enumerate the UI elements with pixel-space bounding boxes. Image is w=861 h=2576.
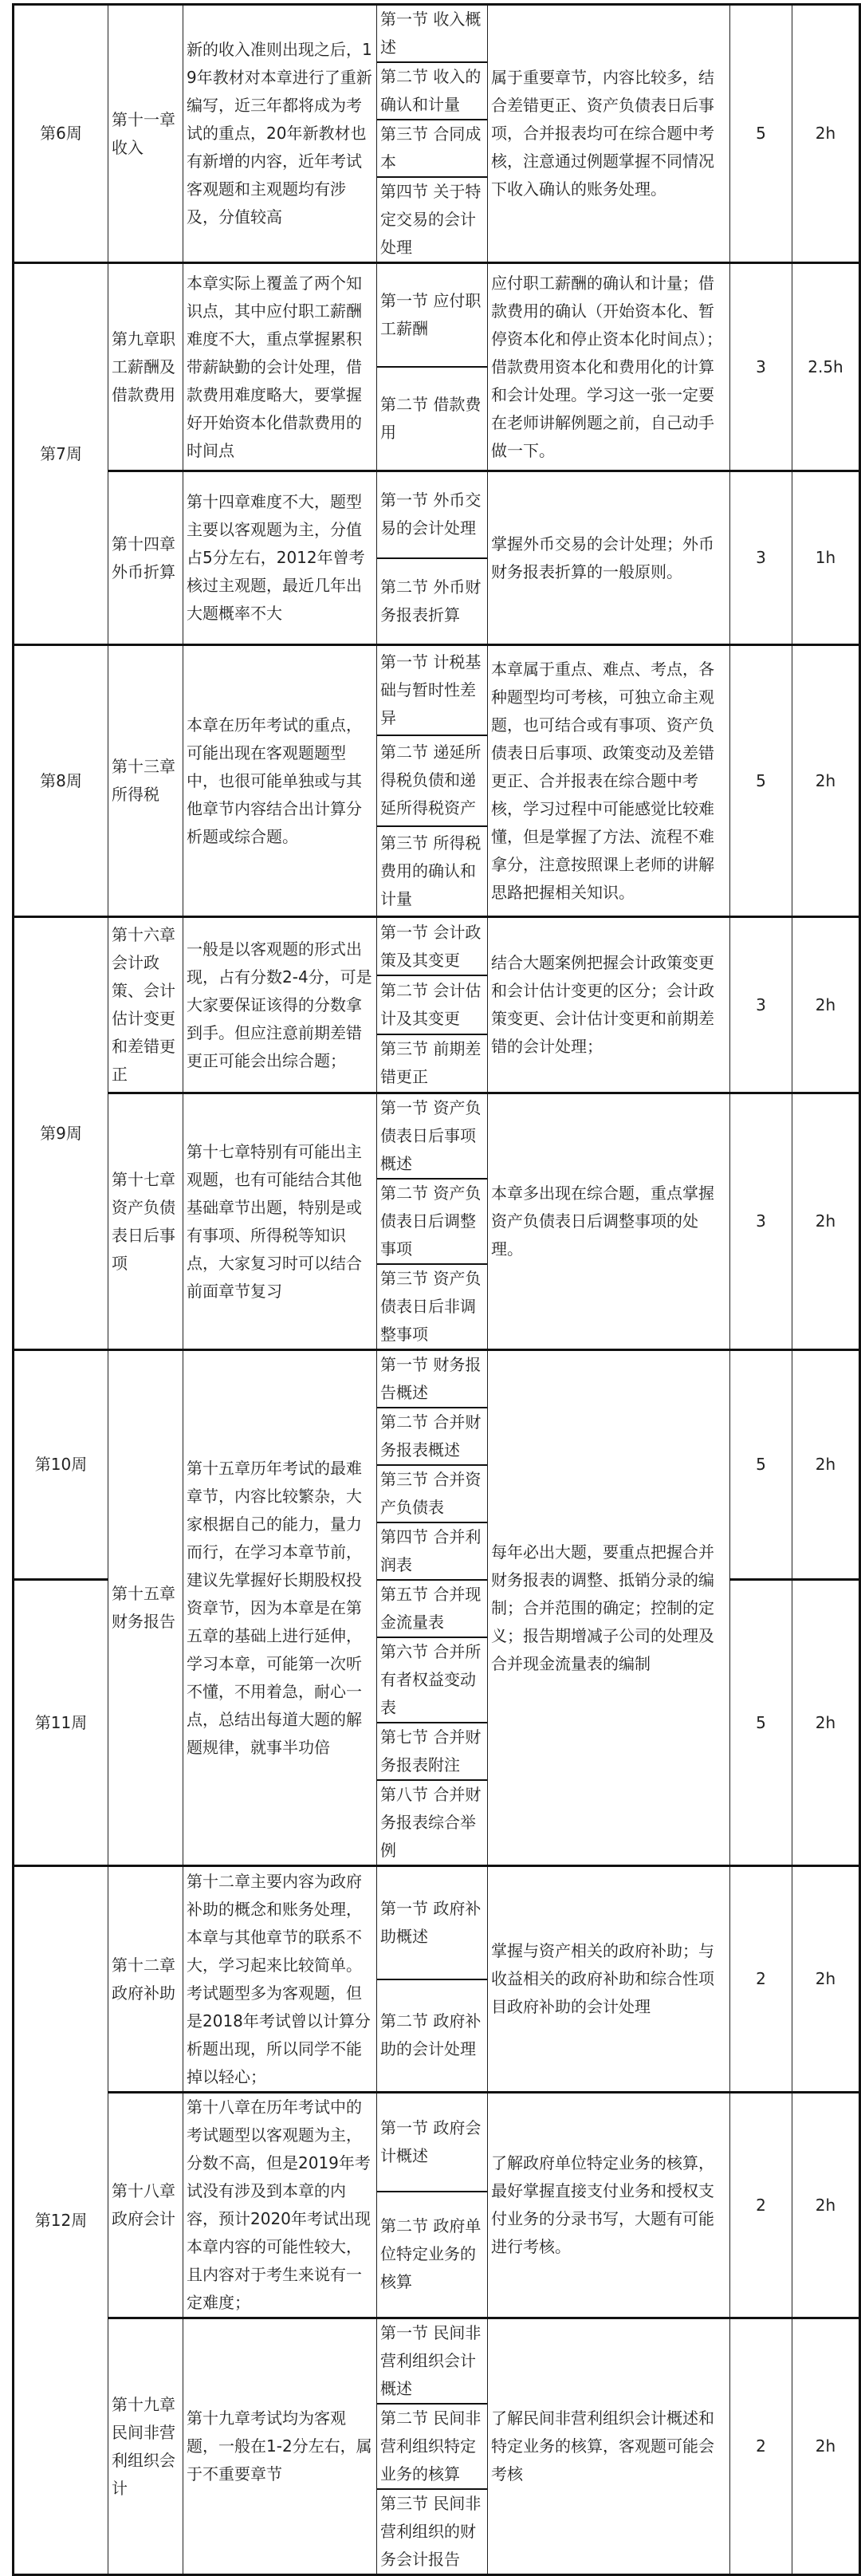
week-cell: 第9周 — [14, 917, 108, 1350]
section-item: 第八节 合并财务报表综合举例 — [380, 1785, 482, 1860]
count-cell: 2 — [730, 2093, 792, 2318]
sections-cell — [377, 263, 488, 471]
study-plan-table — [12, 3, 861, 2576]
section-item: 第一节 政府会计概述 — [377, 2093, 487, 2192]
table-row — [14, 471, 860, 645]
sections-list — [377, 2093, 487, 2317]
advice-cell: 本章多出现在综合题，重点掌握资产负债表日后调整事项的处理。 — [488, 1093, 730, 1350]
advice-cell: 属于重要章节，内容比较多，结合差错更正、资产负债表日后事项，合并报表均可在综合题中考核，注意通过例题掌握不同情况下收入确认的账务处理。 — [488, 5, 730, 263]
section-item: 第一节 计税基础与暂时性差异 — [377, 646, 487, 736]
time-cell: 2h — [792, 2318, 860, 2575]
sections-cell — [377, 917, 488, 1093]
time-cell: 2h — [792, 1093, 860, 1350]
time-cell: 2.5h — [792, 263, 860, 471]
sections-list — [377, 1867, 487, 2091]
section-item: 第二节 收入的确认和计量 — [377, 63, 487, 120]
description-cell: 一般是以客观题的形式出现，占有分数2-4分，可是大家要保证该得的分数拿到手。但应注意前期差错更正可能会出综合题； — [183, 917, 377, 1093]
count-cell: 5 — [730, 645, 792, 917]
sections-list — [377, 6, 487, 262]
count-cell: 5 — [730, 1350, 792, 1580]
advice-cell: 每年必出大题，要重点把握合并财务报表的调整、抵销分录的编制；合并范围的确定；控制的定义；报告期增减子公司的处理及合并现金流量表的编制 — [488, 1350, 730, 1866]
section-item: 第四节 合并利润表 — [377, 1523, 487, 1581]
chapter-cell: 第十四章外币折算 — [108, 471, 183, 645]
time-cell: 2h — [792, 1866, 860, 2093]
time-cell: 2h — [792, 917, 860, 1093]
sections-cell — [377, 2318, 488, 2575]
section-item: 第三节 资产负债表日后非调整事项 — [380, 1269, 482, 1344]
advice-cell: 掌握外币交易的会计处理；外币财务报表折算的一般原则。 — [488, 471, 730, 645]
table-row — [14, 263, 860, 471]
chapter-cell: 第十三章所得税 — [108, 645, 183, 917]
section-item: 第四节 关于特定交易的会计处理 — [380, 182, 482, 257]
sections-cell — [377, 2093, 488, 2318]
advice-cell: 掌握与资产相关的政府补助；与收益相关的政府补助和综合性项目政府补助的会计处理 — [488, 1866, 730, 2093]
time-cell: 2h — [792, 1350, 860, 1580]
chapter-cell: 第十六章会计政策、会计估计变更和差错更正 — [108, 917, 183, 1093]
sections-list — [377, 1351, 487, 1865]
advice-cell: 应付职工薪酬的确认和计量；借款费用的确认（开始资本化、暂停资本化和停止资本化时间点）；借款费用资本化和费用化的计算和会计处理。学习这一张一定要在老师讲解例题之前，自己动手做一下。 — [488, 263, 730, 471]
description-cell: 第十七章特别有可能出主观题，也有可能结合其他基础章节出题，特别是或有事项、所得税等知识点，大家复习时可以结合前面章节复习 — [183, 1093, 377, 1350]
description-cell: 第十九章考试均为客观题，一般在1-2分左右，属于不重要章节 — [183, 2318, 377, 2575]
description-cell: 第十四章难度不大，题型主要以客观题为主，分值占5分左右，2012年曾考核过主观题，最近几年出大题概率不大 — [183, 471, 377, 645]
week-cell: 第8周 — [14, 645, 108, 917]
section-item: 第二节 政府补助的会计处理 — [380, 2011, 482, 2059]
description-cell: 第十五章历年考试的最难章节，内容比较繁杂，大家根据自己的能力，量力而行，在学习本章节前，建议先掌握好长期股权投资章节，因为本章是在第五章的基础上进行延伸，学习本章，可能第一次听不懂，不用着急，耐心一点，总结出每道大题的解题规律，就事半功倍 — [183, 1350, 377, 1866]
section-item: 第一节 财务报告概述 — [377, 1351, 487, 1408]
section-item: 第一节 会计政策及其变更 — [377, 918, 487, 976]
advice-cell: 了解民间非营利组织会计概述和特定业务的核算，客观题可能会考核 — [488, 2318, 730, 2575]
count-cell: 2 — [730, 2318, 792, 2575]
sections-list — [377, 264, 487, 470]
section-item: 第六节 合并所有者权益变动表 — [377, 1638, 487, 1723]
section-item: 第三节 所得税费用的确认和计量 — [380, 833, 482, 908]
time-cell: 2h — [792, 5, 860, 263]
section-item: 第一节 应付职工薪酬 — [377, 264, 487, 368]
advice-cell: 结合大题案例把握会计政策变更和会计估计变更的区分；会计政策变更、会计估计变更和前期差错的会计处理； — [488, 917, 730, 1093]
sections-cell — [377, 1866, 488, 2093]
section-item: 第五节 合并现金流量表 — [377, 1581, 487, 1638]
advice-cell: 了解政府单位特定业务的核算，最好掌握直接支付业务和授权支付业务的分录书写，大题有可能进行考核。 — [488, 2093, 730, 2318]
section-item: 第二节 合并财务报表概述 — [377, 1408, 487, 1466]
description-cell: 第十八章在历年考试中的考试题型以客观题为主，分数不高，但是2019年考试没有涉及到本章的内容，预计2020年考试出现本章内容的可能性较大，且内容对于考生来说有一定难度； — [183, 2093, 377, 2318]
table-row — [14, 2093, 860, 2318]
table-row — [14, 1093, 860, 1350]
section-item: 第三节 合并资产负债表 — [377, 1466, 487, 1523]
section-item: 第一节 资产负债表日后事项概述 — [377, 1094, 487, 1180]
week-cell: 第12周 — [14, 1866, 108, 2575]
section-item: 第二节 会计估计及其变更 — [377, 976, 487, 1034]
count-cell: 3 — [730, 263, 792, 471]
table-row — [14, 1350, 860, 1580]
count-cell: 3 — [730, 471, 792, 645]
sections-list — [377, 918, 487, 1092]
chapter-cell: 第十八章政府会计 — [108, 2093, 183, 2318]
section-item: 第三节 前期差错更正 — [380, 1039, 482, 1087]
count-cell: 3 — [730, 917, 792, 1093]
sections-cell — [377, 1350, 488, 1866]
section-item: 第二节 资产负债表日后调整事项 — [377, 1180, 487, 1265]
sections-list — [377, 646, 487, 916]
chapter-cell: 第十九章民间非营利组织会计 — [108, 2318, 183, 2575]
chapter-cell: 第十二章政府补助 — [108, 1866, 183, 2093]
week-cell: 第7周 — [14, 263, 108, 645]
section-item: 第二节 递延所得税负债和递延所得税资产 — [377, 736, 487, 826]
sections-cell — [377, 645, 488, 917]
section-item: 第三节 合同成本 — [377, 120, 487, 178]
description-cell: 本章在历年考试的重点，可能出现在客观题题型中，也很可能单独或与其他章节内容结合出计算分析题或综合题。 — [183, 645, 377, 917]
count-cell: 5 — [730, 1580, 792, 1866]
count-cell: 3 — [730, 1093, 792, 1350]
time-cell: 2h — [792, 1580, 860, 1866]
table-row — [14, 2318, 860, 2575]
description-cell: 新的收入准则出现之后，19年教材对本章进行了重新编写，近三年都将成为考试的重点，20年新教材也有新增的内容，近年考试客观题和主观题均有涉及，分值较高 — [183, 5, 377, 263]
table-row — [14, 917, 860, 1093]
time-cell: 2h — [792, 645, 860, 917]
section-item: 第二节 政府单位特定业务的核算 — [380, 2216, 482, 2292]
section-item: 第一节 政府补助概述 — [377, 1867, 487, 1980]
week-cell: 第6周 — [14, 5, 108, 263]
count-cell: 2 — [730, 1866, 792, 2093]
sections-list — [377, 2319, 487, 2574]
description-cell: 本章实际上覆盖了两个知识点，其中应付职工薪酬难度不大，重点掌握累积带薪缺勤的会计处理，借款费用难度略大，要掌握好开始资本化借款费用的时间点 — [183, 263, 377, 471]
count-cell: 5 — [730, 5, 792, 263]
description-cell: 第十二章主要内容为政府补助的概念和账务处理，本章与其他章节的联系不大，学习起来比较简单。考试题型多为客观题，但是2018年考试曾以计算分析题出现，所以同学不能掉以轻心； — [183, 1866, 377, 2093]
chapter-cell: 第十一章收入 — [108, 5, 183, 263]
chapter-cell: 第十七章资产负债表日后事项 — [108, 1093, 183, 1350]
chapter-cell: 第九章职工薪酬及借款费用 — [108, 263, 183, 471]
sections-cell — [377, 1093, 488, 1350]
section-item: 第一节 民间非营利组织会计概述 — [377, 2319, 487, 2405]
chapter-cell: 第十五章财务报告 — [108, 1350, 183, 1866]
section-item: 第一节 收入概述 — [377, 6, 487, 63]
sections-cell — [377, 471, 488, 645]
table-row — [14, 1866, 860, 2093]
advice-cell: 本章属于重点、难点、考点，各种题型均可考核，可独立命主观题，也可结合或有事项、资产负债表日后事项、政策变动及差错更正、合并报表在综合题中考核，学习过程中可能感觉比较难懂，但是掌握了方法、流程不难拿分，注意按照课上老师的讲解思路把握相关知识。 — [488, 645, 730, 917]
sections-list — [377, 472, 487, 644]
time-cell: 2h — [792, 2093, 860, 2318]
sections-list — [377, 1094, 487, 1349]
table-row — [14, 645, 860, 917]
section-item: 第二节 外币财务报表折算 — [380, 577, 482, 624]
table-row — [14, 5, 860, 263]
section-item: 第七节 合并财务报表附注 — [377, 1723, 487, 1781]
section-item: 第一节 外币交易的会计处理 — [377, 472, 487, 559]
section-item: 第二节 借款费用 — [380, 395, 482, 442]
section-item: 第三节 民间非营利组织的财务会计报告 — [380, 2494, 482, 2569]
sections-cell — [377, 5, 488, 263]
week-cell: 第11周 — [14, 1580, 108, 1866]
time-cell: 1h — [792, 471, 860, 645]
section-item: 第二节 民间非营利组织特定业务的核算 — [377, 2405, 487, 2490]
week-cell: 第10周 — [14, 1350, 108, 1580]
